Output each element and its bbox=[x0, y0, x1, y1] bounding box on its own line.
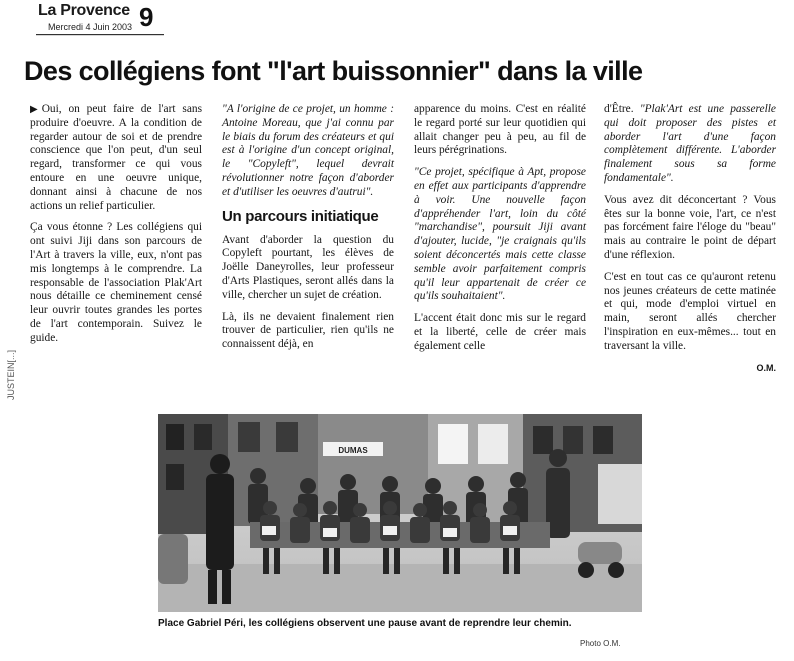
newspaper-name: La Provence bbox=[38, 2, 130, 19]
article-column-3 bbox=[414, 103, 586, 354]
section-subheading: Un parcours initiatique bbox=[222, 207, 379, 225]
article-column-1 bbox=[30, 103, 202, 354]
paragraph: Vous avez dit déconcertant ? Vous êtes sur la bonne voie, l'art, ce n'est pas forcément faire l'éloge du "beau" mais au contraire le point de départ d'une réflexion. bbox=[604, 193, 776, 261]
group-photo-illustration bbox=[158, 414, 642, 612]
paragraph: L'accent était donc mis sur le regard et la liberté, celle de créer mais également celle bbox=[414, 312, 586, 352]
paragraph: Là, ils ne devaient finalement rien trouver de particulier, rien qu'ils ne connaissent déjà, en bbox=[222, 310, 394, 351]
paragraph: Oui, on peut faire de l'art sans produire d'oeuvre. A la condition de regarder autour de soi et de prendre conscience que l'on peut, d'un seul regard, transformer ce qui vous entoure en une oeuvre unique, donnant ainsi à chacune de nos actions un relief particulier. bbox=[30, 103, 202, 212]
publication-date: Mercredi 4 Juin 2003 bbox=[48, 22, 133, 32]
margin-annotation: JUSTEIN[...] bbox=[6, 349, 16, 400]
paragraph-lead: d'Être. bbox=[604, 103, 634, 115]
quote-paragraph: "Ce projet, spécifique à Apt, propose en effet aux participants d'apprendre à voir. Une nouvelle façon d'appréhender l'art, loin du côté "marchandise", poursuit Jiji avant d'ajouter, lucide, "je craignais qu'ils soient déconcertés mais cette classe semble avoir parfaitement compris qu'il leur appartenait de créer ce qu'ils souhaitaient". bbox=[414, 166, 586, 303]
shop-sign-text: DUMAS bbox=[338, 446, 368, 455]
article-photo bbox=[158, 414, 642, 612]
page-number: 9 bbox=[139, 2, 154, 32]
masthead-rule bbox=[36, 34, 164, 38]
paragraph: Ça vous étonne ? Les collégiens qui ont suivi Jiji dans son parcours de l'Art à travers la ville, eux, n'ont pas mis longtemps à le comprendre. La responsable de l'association Plak'Art nous détaille ce cheminement censé leur ouvrir toutes grandes les portes de l'art contemporain. Suivez le guide. bbox=[30, 221, 202, 344]
paragraph: Avant d'aborder la question du Copyleft pourtant, les élèves de Joëlle Daneyrolles, leur professeur d'Arts Plastiques, seront allés dans la ville, chercher un sujet de création. bbox=[222, 233, 394, 301]
paragraph: apparence du moins. C'est en réalité le regard porté sur leur quotidien qui allait changer peu à peu, au fil de leurs pérégrinations. bbox=[414, 103, 586, 157]
article-headline: Des collégiens font "l'art buissonnier" dans la ville bbox=[24, 56, 643, 86]
paragraph: C'est en tout cas ce qu'auront retenu nos jeunes créateurs de cette matinée et qui, mode d'emploi virtuel en main, seront allés chercher l'inspiration en eux-mêmes... tout en traversant la ville. bbox=[604, 270, 776, 352]
photo-caption: Place Gabriel Péri, les collégiens observent une pause avant de reprendre leur chemin. bbox=[158, 618, 572, 629]
quote-paragraph: "A l'origine de ce projet, un homme : Antoine Moreau, que j'ai connu par le biais du forum des créateurs et qui est à l'origine d'un concept original, le "Copyleft", lequel devrait révolutionner notre façon d'aborder et d'utiliser les oeuvres d'autrui". bbox=[222, 103, 394, 198]
arrow-right-icon: ▶ bbox=[30, 104, 38, 115]
photo-credit: Photo O.M. bbox=[580, 639, 621, 648]
quote-text: "Plak'Art est une passerelle qui doit proposer des pistes et aborder l'art d'une façon complètement différente. L'aborder finalement sous sa forme fondamentale". bbox=[604, 103, 776, 184]
author-signature: O.M. bbox=[756, 362, 776, 373]
article-column-4 bbox=[604, 103, 776, 375]
article-column-2 bbox=[222, 103, 394, 352]
